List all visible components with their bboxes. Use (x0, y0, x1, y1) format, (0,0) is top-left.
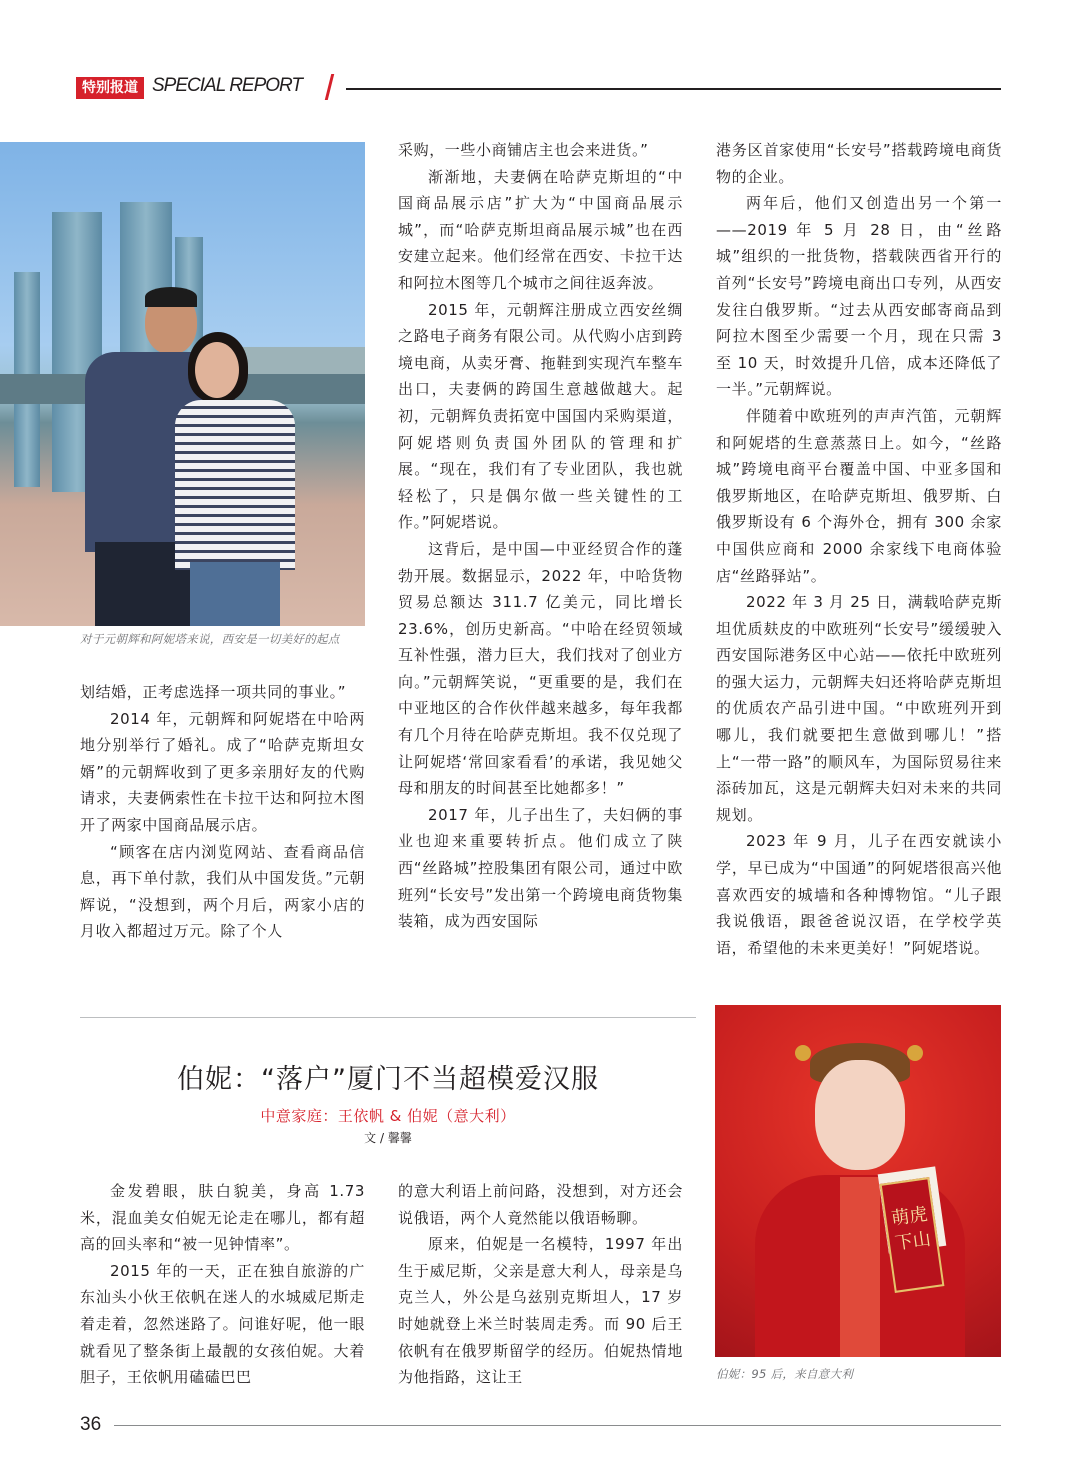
paragraph: 2015 年的一天，正在独自旅游的广东汕头小伙王依帆在迷人的水城威尼斯走着走着，忽然迷路了。问谁好呢，他一眼就看见了整条街上最靓的女孩伯妮。大着胆子，王依帆用磕磕巴巴 (80, 1261, 365, 1387)
header-rule (346, 88, 1001, 90)
section-tag-english: SPECIAL REPORT (152, 75, 303, 96)
article1-column-2 (398, 137, 683, 935)
paragraph: 2015 年，元朝辉注册成立西安丝绸之路电子商务有限公司。从代购小店到跨境电商，从卖牙膏、拖鞋到实现汽车整车出口，夫妻俩的跨国生意越做越大。起初，元朝辉负责拓宽中国国内采购渠道，阿妮塔则负责国外团队的管理和扩展。“现在，我们有了专业团队，我也就轻松了，只是偶尔做一些关键性的工作。”阿妮塔说。 (398, 300, 683, 532)
paragraph: 这背后，是中国—中亚经贸合作的蓬勃开展。数据显示，2022 年，中哈货物贸易总额达 311.7 亿美元，同比增长 23.6%，创历史新高。“中哈在经贸领域互补性强，潜力巨大，我们找对了创业方向。”元朝辉笑说，“更重要的是，我们在中亚地区的合作伙伴越来越多，每年我都有几个月待在哈萨克斯坦。我不仅兑现了让阿妮塔‘常回家看看’的承诺，我见她父母和朋友的时间甚至比她都多！” (398, 539, 683, 798)
article2-column-1 (80, 1178, 365, 1391)
paragraph: 伴随着中欧班列的声声汽笛，元朝辉和阿妮塔的生意蒸蒸日上。如今，“丝路城”跨境电商平台覆盖中国、中亚多国和俄罗斯地区，在哈萨克斯坦、俄罗斯、白俄罗斯设有 6 个海外仓，拥有 300 余家中国供应商和 2000 余家线下电商体验店“丝路驿站”。 (716, 406, 1002, 585)
header-slash (325, 74, 334, 100)
paragraph: 渐渐地，夫妻俩在哈萨克斯坦的“中国商品展示店”扩大为“中国商品展示城”，而“哈萨克斯坦商品展示城”也在西安建立起来。他们经常在西安、卡拉干达和阿拉木图等几个城市之间往返奔波。 (398, 167, 683, 292)
paragraph: “顾客在店内浏览网站、查看商品信息，再下单付款，我们从中国发货。”元朝辉说，“没想到，两个月后，两家小店的月收入都超过万元。除了个人 (80, 842, 365, 941)
paragraph: 2017 年，儿子出生了，夫妇俩的事业也迎来重要转折点。他们成立了陕西“丝路城”控股集团有限公司，通过中欧班列“长安号”发出第一个跨境电商货物集装箱，成为西安国际 (398, 805, 683, 931)
article1-column-1 (80, 679, 365, 945)
paragraph: 两年后，他们又创造出另一个第一——2019 年 5 月 28 日，由“丝路城”组织的一批货物，搭载陕西省开行的首列“长安号”跨境电商出口专列，从西安发往白俄罗斯。“过去从西安邮寄商品到阿拉木图至少需要一个月，现在只需 3 至 10 天，时效提升几倍，成本还降低了一半。”元朝辉说。 (716, 194, 1002, 399)
paragraph: 港务区首家使用“长安号”搭载跨境电商货物的企业。 (716, 141, 1002, 186)
bonnie-photo-caption: 伯妮：95 后，来自意大利 (716, 1367, 854, 1381)
couple-photo (0, 142, 365, 626)
article2-byline: 文 / 馨馨 (364, 1131, 412, 1145)
page-number: 36 (80, 1414, 102, 1435)
bonnie-photo (715, 1005, 1001, 1357)
article1-column-3 (716, 137, 1002, 961)
paragraph: 2023 年 9 月，儿子在西安就读小学，早已成为“中国通”的阿妮塔很高兴他喜欢西安的城墙和各种博物馆。“儿子跟我说俄语，跟爸爸说汉语，在学校学英语，希望他的未来更美好！”阿妮塔说。 (716, 832, 1002, 957)
paragraph: 原来，伯妮是一名模特，1997 年出生于威尼斯，父亲是意大利人，母亲是乌克兰人，外公是乌兹别克斯坦人，17 岁时她就登上米兰时装周走秀。而 90 后王依帆有在俄罗斯留学的经历。伯妮热情地为他指路，这让王 (398, 1235, 683, 1387)
section-divider (80, 1017, 696, 1018)
paragraph: 金发碧眼，肤白貌美，身高 1.73 米，混血美女伯妮无论走在哪儿，都有超高的回头率和“被一见钟情率”。 (80, 1182, 365, 1254)
paragraph: 2014 年，元朝辉和阿妮塔在中哈两地分别举行了婚礼。成了“哈萨克斯坦女婿”的元朝辉收到了更多亲朋好友的代购请求，夫妻俩索性在卡拉干达和阿拉木图开了两家中国商品展示店。 (80, 709, 365, 834)
footer-rule (114, 1425, 1001, 1426)
paragraph: 的意大利语上前问路，没想到，对方还会说俄语，两个人竟然能以俄语畅聊。 (398, 1182, 683, 1227)
section-tag: 特别报道 (76, 77, 144, 99)
paragraph: 2022 年 3 月 25 日，满载哈萨克斯坦优质麸皮的中欧班列“长安号”缓缓驶入西安国际港务区中心站——依托中欧班列的强大运力，元朝辉夫妇还将哈萨克斯坦的优质农产品引进中国。“中欧班列开到哪儿，我们就要把生意做到哪儿！”搭上“一带一路”的顺风车，为国际贸易往来添砖加瓦，这是元朝辉夫妇对未来的共同规划。 (716, 593, 1002, 824)
paragraph: 采购，一些小商铺店主也会来进货。” (398, 141, 649, 159)
article2-title: 伯妮：“落户”厦门不当超模爱汉服 (177, 1064, 599, 1095)
article2-subtitle: 中意家庭：王依帆 & 伯妮（意大利） (260, 1107, 516, 1125)
couple-photo-caption: 对于元朝辉和阿妮塔来说，西安是一切美好的起点 (80, 632, 340, 646)
banner-text: 萌虎下山 (880, 1177, 945, 1293)
article2-column-2 (398, 1178, 683, 1391)
paragraph: 划结婚，正考虑选择一项共同的事业。” (80, 683, 347, 701)
